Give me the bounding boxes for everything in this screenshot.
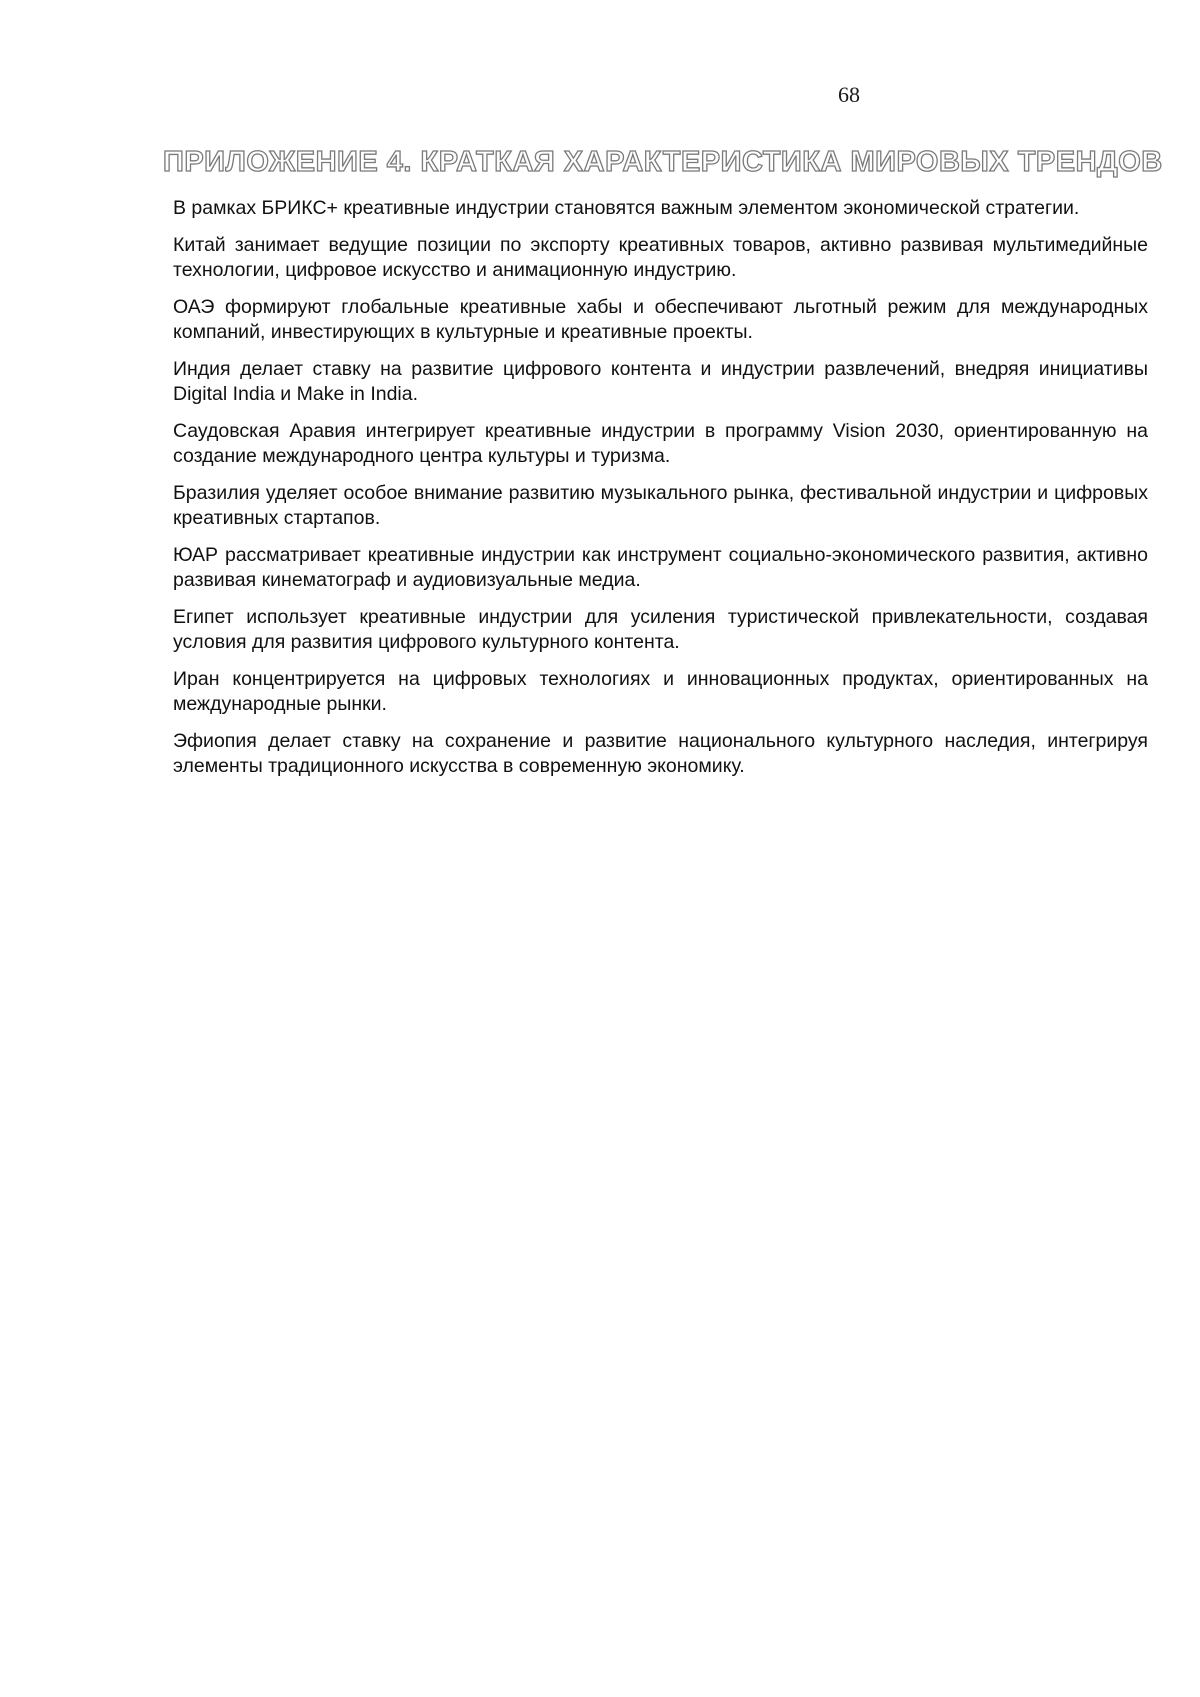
paragraph-india: Индия делает ставку на развитие цифрового контента и индустрии развлечений, внедряя инициативы Digital India и Make in India. [173, 358, 1148, 405]
paragraph-china: Китай занимает ведущие позиции по экспорту креативных товаров, активно развивая мультимедийные технологии, цифровое искусство и анимационную индустрию. [173, 234, 1148, 281]
paragraph-south-africa: ЮАР рассматривает креативные индустрии как инструмент социально-экономического развития, активно развивая кинематограф и аудиовизуальные медиа. [173, 544, 1148, 591]
paragraph-brics: В рамках БРИКС+ креативные индустрии становятся важным элементом экономической стратегии. [173, 197, 1080, 219]
paragraph-uae: ОАЭ формируют глобальные креативные хабы и обеспечивают льготный режим для международных компаний, инвестирующих в культурные и креативные проекты. [173, 296, 1148, 343]
paragraph-saudi-arabia: Саудовская Аравия интегрирует креативные индустрии в программу Vision 2030, ориентированную на создание международного центра культуры и туризма. [173, 420, 1148, 467]
paragraph-iran: Иран концентрируется на цифровых технологиях и инновационных продуктах, ориентированных на международные рынки. [173, 668, 1148, 715]
page-number: 68 [838, 82, 860, 107]
paragraph-ethiopia: Эфиопия делает ставку на сохранение и развитие национального культурного наследия, интегрируя элементы традиционного искусства в современную экономику. [173, 730, 1148, 777]
appendix-heading: ПРИЛОЖЕНИЕ 4. КРАТКАЯ ХАРАКТЕРИСТИКА МИРОВЫХ ТРЕНДОВ [163, 146, 1163, 178]
paragraph-brazil: Бразилия уделяет особое внимание развитию музыкального рынка, фестивальной индустрии и цифровых креативных стартапов. [173, 482, 1148, 529]
body-text [173, 196, 1148, 791]
paragraph-egypt: Египет использует креативные индустрии для усиления туристической привлекательности, создавая условия для развития цифрового культурного контента. [173, 606, 1148, 653]
